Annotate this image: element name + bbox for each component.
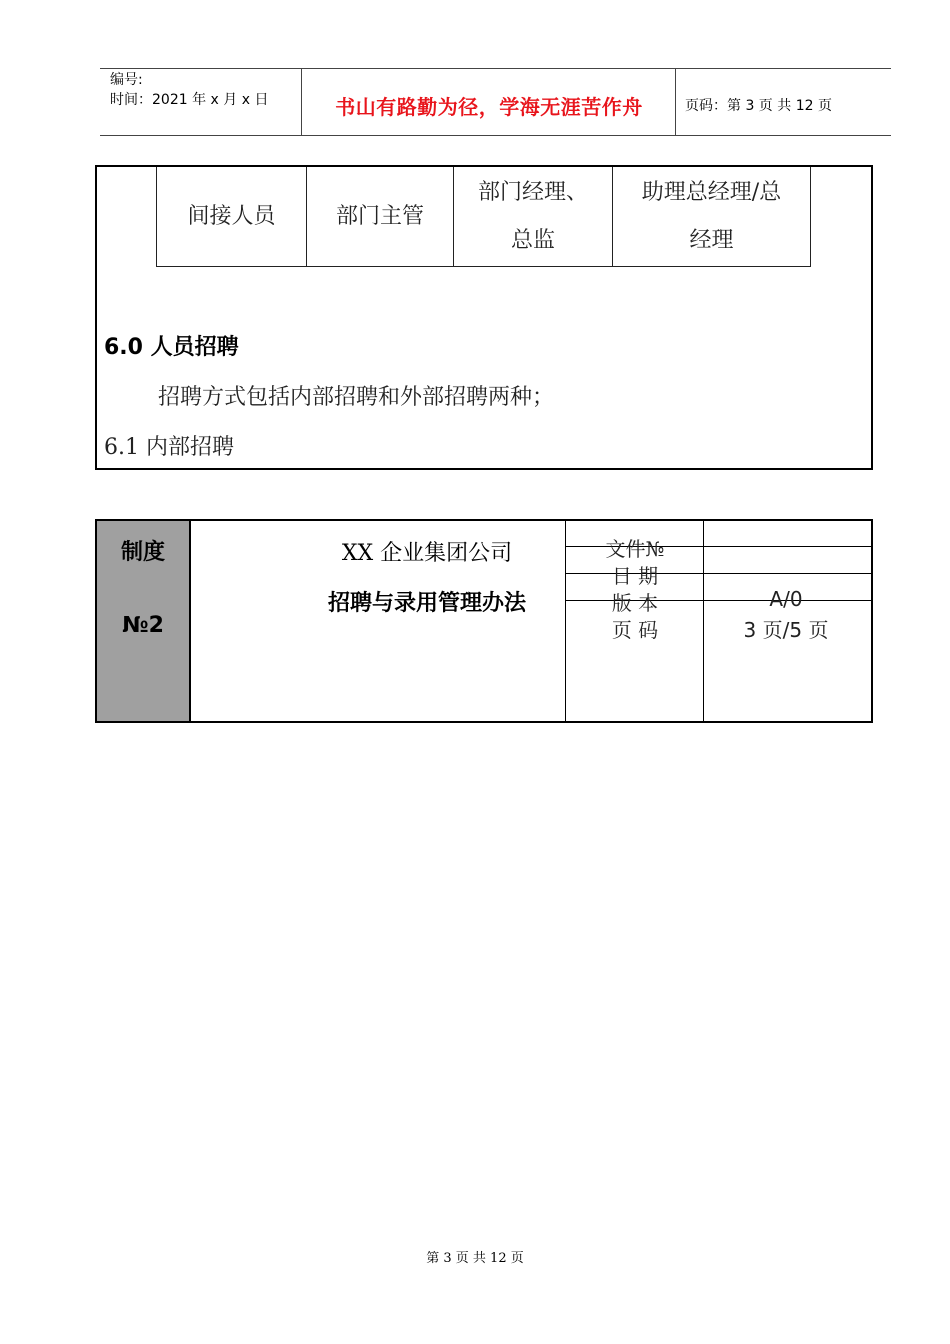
field-key: 页 码 xyxy=(611,618,659,642)
subsection-title: 6.1 内部招聘 xyxy=(104,435,234,460)
header-serial-label: 编号: xyxy=(110,72,143,88)
header-bottom-rule xyxy=(100,135,891,136)
cell-text: 部门主管 xyxy=(335,203,424,229)
field-key: 文件№ xyxy=(605,537,665,561)
table-cell xyxy=(157,167,307,267)
field-value: A/0 xyxy=(769,587,803,611)
cell-text-line: 总监 xyxy=(510,227,555,253)
table-row xyxy=(157,167,811,267)
cell-text: 间接人员 xyxy=(187,203,276,229)
header-divider xyxy=(675,68,676,136)
header-motto: 书山有路勤为径，学海无涯苦作舟 xyxy=(335,95,643,119)
table-cell xyxy=(454,167,613,267)
table-cell xyxy=(307,167,454,267)
approval-role-table xyxy=(156,167,811,267)
document-company: XX 企业集团公司 xyxy=(341,541,513,566)
table-cell xyxy=(613,167,811,267)
header-top-rule xyxy=(100,68,891,69)
header-divider xyxy=(301,68,302,136)
document-label-top: 制度 xyxy=(120,540,165,565)
field-key: 版 本 xyxy=(611,591,659,615)
cell-text-line: 经理 xyxy=(689,227,734,253)
cell-text-line: 部门经理、 xyxy=(477,179,588,205)
section-title: 6.0 人员招聘 xyxy=(104,335,239,360)
cell-text-line: 助理总经理/总 xyxy=(641,179,782,205)
header-page-info: 页码：第 3 页 共 12 页 xyxy=(685,98,832,114)
section-body: 招聘方式包括内部招聘和外部招聘两种； xyxy=(158,385,555,410)
document-header-block xyxy=(95,519,873,642)
document-label-bottom: №2 xyxy=(122,613,164,638)
field-value: 3 页/5 页 xyxy=(743,618,829,642)
document-title: 招聘与录用管理办法 xyxy=(327,591,526,616)
header-time-label: 时间：2021 年 x 月 x 日 xyxy=(110,92,269,108)
field-key: 日 期 xyxy=(611,564,659,588)
page-footer: 第 3 页 共 12 页 xyxy=(426,1251,524,1266)
